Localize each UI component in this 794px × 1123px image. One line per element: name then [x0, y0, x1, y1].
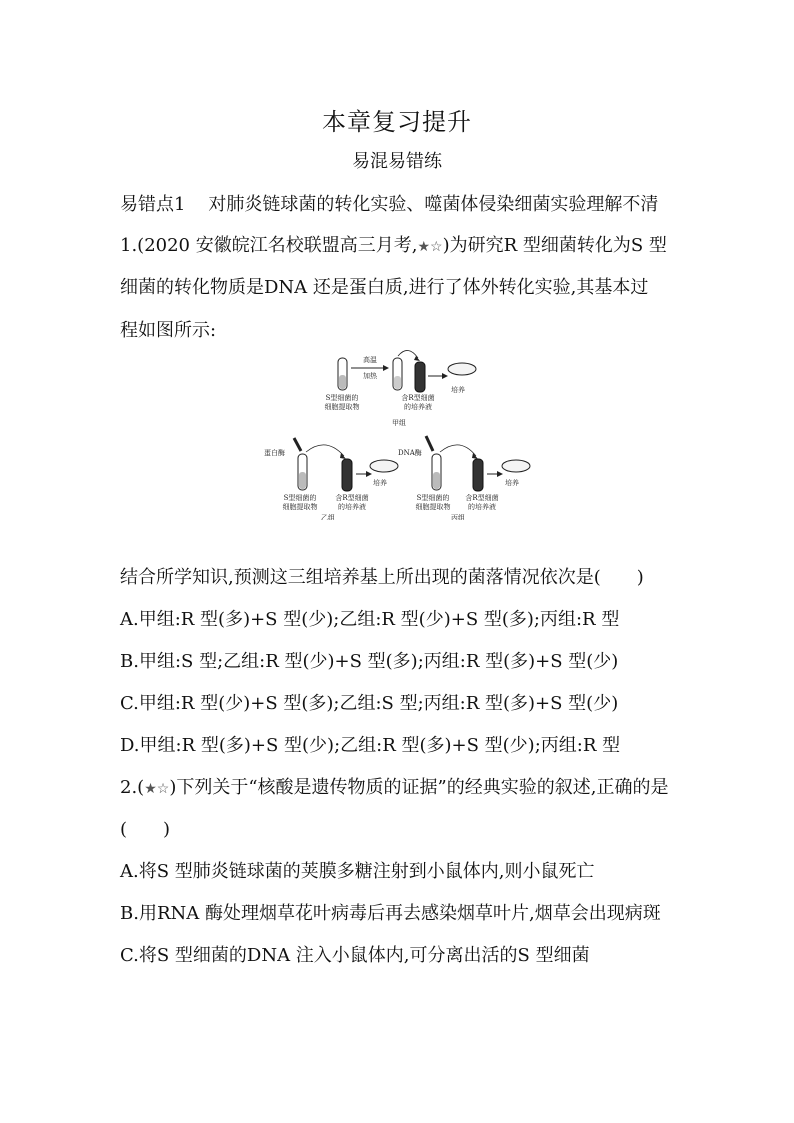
- q2-option-a: A.将S 型肺炎链球菌的荚膜多糖注射到小鼠体内,则小鼠死亡: [120, 861, 595, 882]
- q1-option-d: D.甲组:R 型(多)+S 型(少);乙组:R 型(多)+S 型(少);丙组:R 型: [120, 735, 621, 756]
- group-jia-label: 甲组: [392, 419, 406, 427]
- arrow-head: [366, 471, 372, 477]
- error-point-label: 易错点1: [120, 194, 186, 215]
- q2-bracket: ( ): [120, 819, 171, 840]
- q1-line2: 细菌的转化物质是DNA 还是蛋白质,进行了体外转化实验,其基本过: [120, 277, 649, 298]
- q1-line1-suffix: )为研究R 型细菌转化为S 型: [442, 235, 667, 256]
- s-extract-label-1: S型细菌的: [325, 394, 359, 402]
- q1-option-c: C.甲组:R 型(少)+S 型(多);乙组:S 型;丙组:R 型(多)+S 型(少): [120, 693, 619, 714]
- experiment-diagram: [258, 348, 544, 520]
- arrow-head: [442, 373, 448, 379]
- group-yi-label: 乙组: [321, 514, 335, 520]
- r-culture-label-2: 的培养液: [338, 503, 366, 511]
- q1-stem: 结合所学知识,预测这三组培养基上所出现的菌落情况依次是( ): [120, 567, 644, 588]
- s-extract-label-1: S型细菌的: [283, 494, 317, 502]
- page-title: 本章复习提升: [322, 108, 472, 136]
- arrow-head: [472, 453, 478, 459]
- culture-label: 培养: [505, 479, 519, 487]
- arrow-head: [383, 365, 389, 371]
- q2-option-c: C.将S 型细菌的DNA 注入小鼠体内,可分离出活的S 型细菌: [120, 945, 590, 966]
- group-bing: [398, 436, 530, 520]
- r-culture-label-1: 含R型细菌: [335, 494, 369, 502]
- culture-label: 培养: [451, 386, 465, 394]
- tube-r-culture: [473, 459, 483, 491]
- q2-option-b: B.用RNA 酶处理烟草花叶病毒后再去感染烟草叶片,烟草会出现病斑: [120, 903, 661, 924]
- tube-fill: [299, 472, 306, 489]
- r-culture-label-2: 的培养液: [468, 503, 496, 511]
- heat-label-1: 高温: [363, 356, 377, 364]
- transfer-arrow: [440, 445, 476, 456]
- s-extract-label-2: 细胞提取物: [324, 403, 360, 411]
- dropper-icon: [426, 436, 433, 451]
- q2-stem: )下列关于“核酸是遗传物质的证据”的经典实验的叙述,正确的是: [169, 777, 669, 798]
- petri-dish: [502, 460, 530, 472]
- petri-dish: [370, 460, 398, 472]
- star-icon: ★☆: [417, 239, 443, 255]
- page-subtitle: 易混易错练: [352, 151, 442, 172]
- petri-dish: [448, 363, 476, 375]
- group-jia: [325, 350, 477, 427]
- star-icon: ★☆: [144, 781, 170, 797]
- r-culture-label-1: 含R型细菌: [465, 494, 499, 502]
- dnase-label: DNA酶: [398, 449, 422, 457]
- q1-line1-prefix: 1.(2020 安徽皖江名校联盟高三月考,: [120, 235, 418, 256]
- tube-fill: [433, 472, 440, 489]
- q1-line3: 程如图所示:: [120, 320, 217, 341]
- transfer-arrow: [398, 350, 418, 358]
- r-culture-label-2: 的培养液: [404, 403, 432, 411]
- tube-r-culture: [415, 362, 425, 392]
- q1-option-b: B.甲组:S 型;乙组:R 型(少)+S 型(多);丙组:R 型(多)+S 型(少): [120, 651, 619, 672]
- r-culture-label-1: 含R型细菌: [401, 394, 435, 402]
- s-extract-label-1: S型细菌的: [416, 494, 450, 502]
- tube-r-culture: [342, 459, 352, 491]
- dropper-icon: [294, 438, 301, 451]
- culture-label: 培养: [373, 479, 387, 487]
- experiment-figure: [258, 348, 544, 520]
- arrow-head: [340, 453, 346, 459]
- q1-option-a: A.甲组:R 型(多)+S 型(少);乙组:R 型(少)+S 型(多);丙组:R 型: [120, 609, 620, 630]
- q1-line1: [120, 231, 680, 257]
- error-point-text: 对肺炎链球菌的转化实验、噬菌体侵染细菌实验理解不清: [208, 194, 659, 215]
- s-extract-label-2: 细胞提取物: [415, 503, 451, 511]
- group-bing-label: 丙组: [451, 514, 465, 520]
- tube-fill: [394, 376, 401, 389]
- transfer-arrow: [306, 445, 344, 456]
- arrow-head: [497, 471, 503, 477]
- group-yi: [264, 438, 398, 520]
- s-extract-label-2: 细胞提取物: [282, 503, 318, 511]
- q2-line1: [120, 773, 680, 799]
- tube-fill: [339, 375, 346, 389]
- q2-prefix: 2.(: [120, 777, 145, 798]
- protease-label: 蛋白酶: [264, 449, 285, 457]
- error-point-heading: [120, 190, 680, 216]
- heat-label-2: 加热: [363, 372, 377, 380]
